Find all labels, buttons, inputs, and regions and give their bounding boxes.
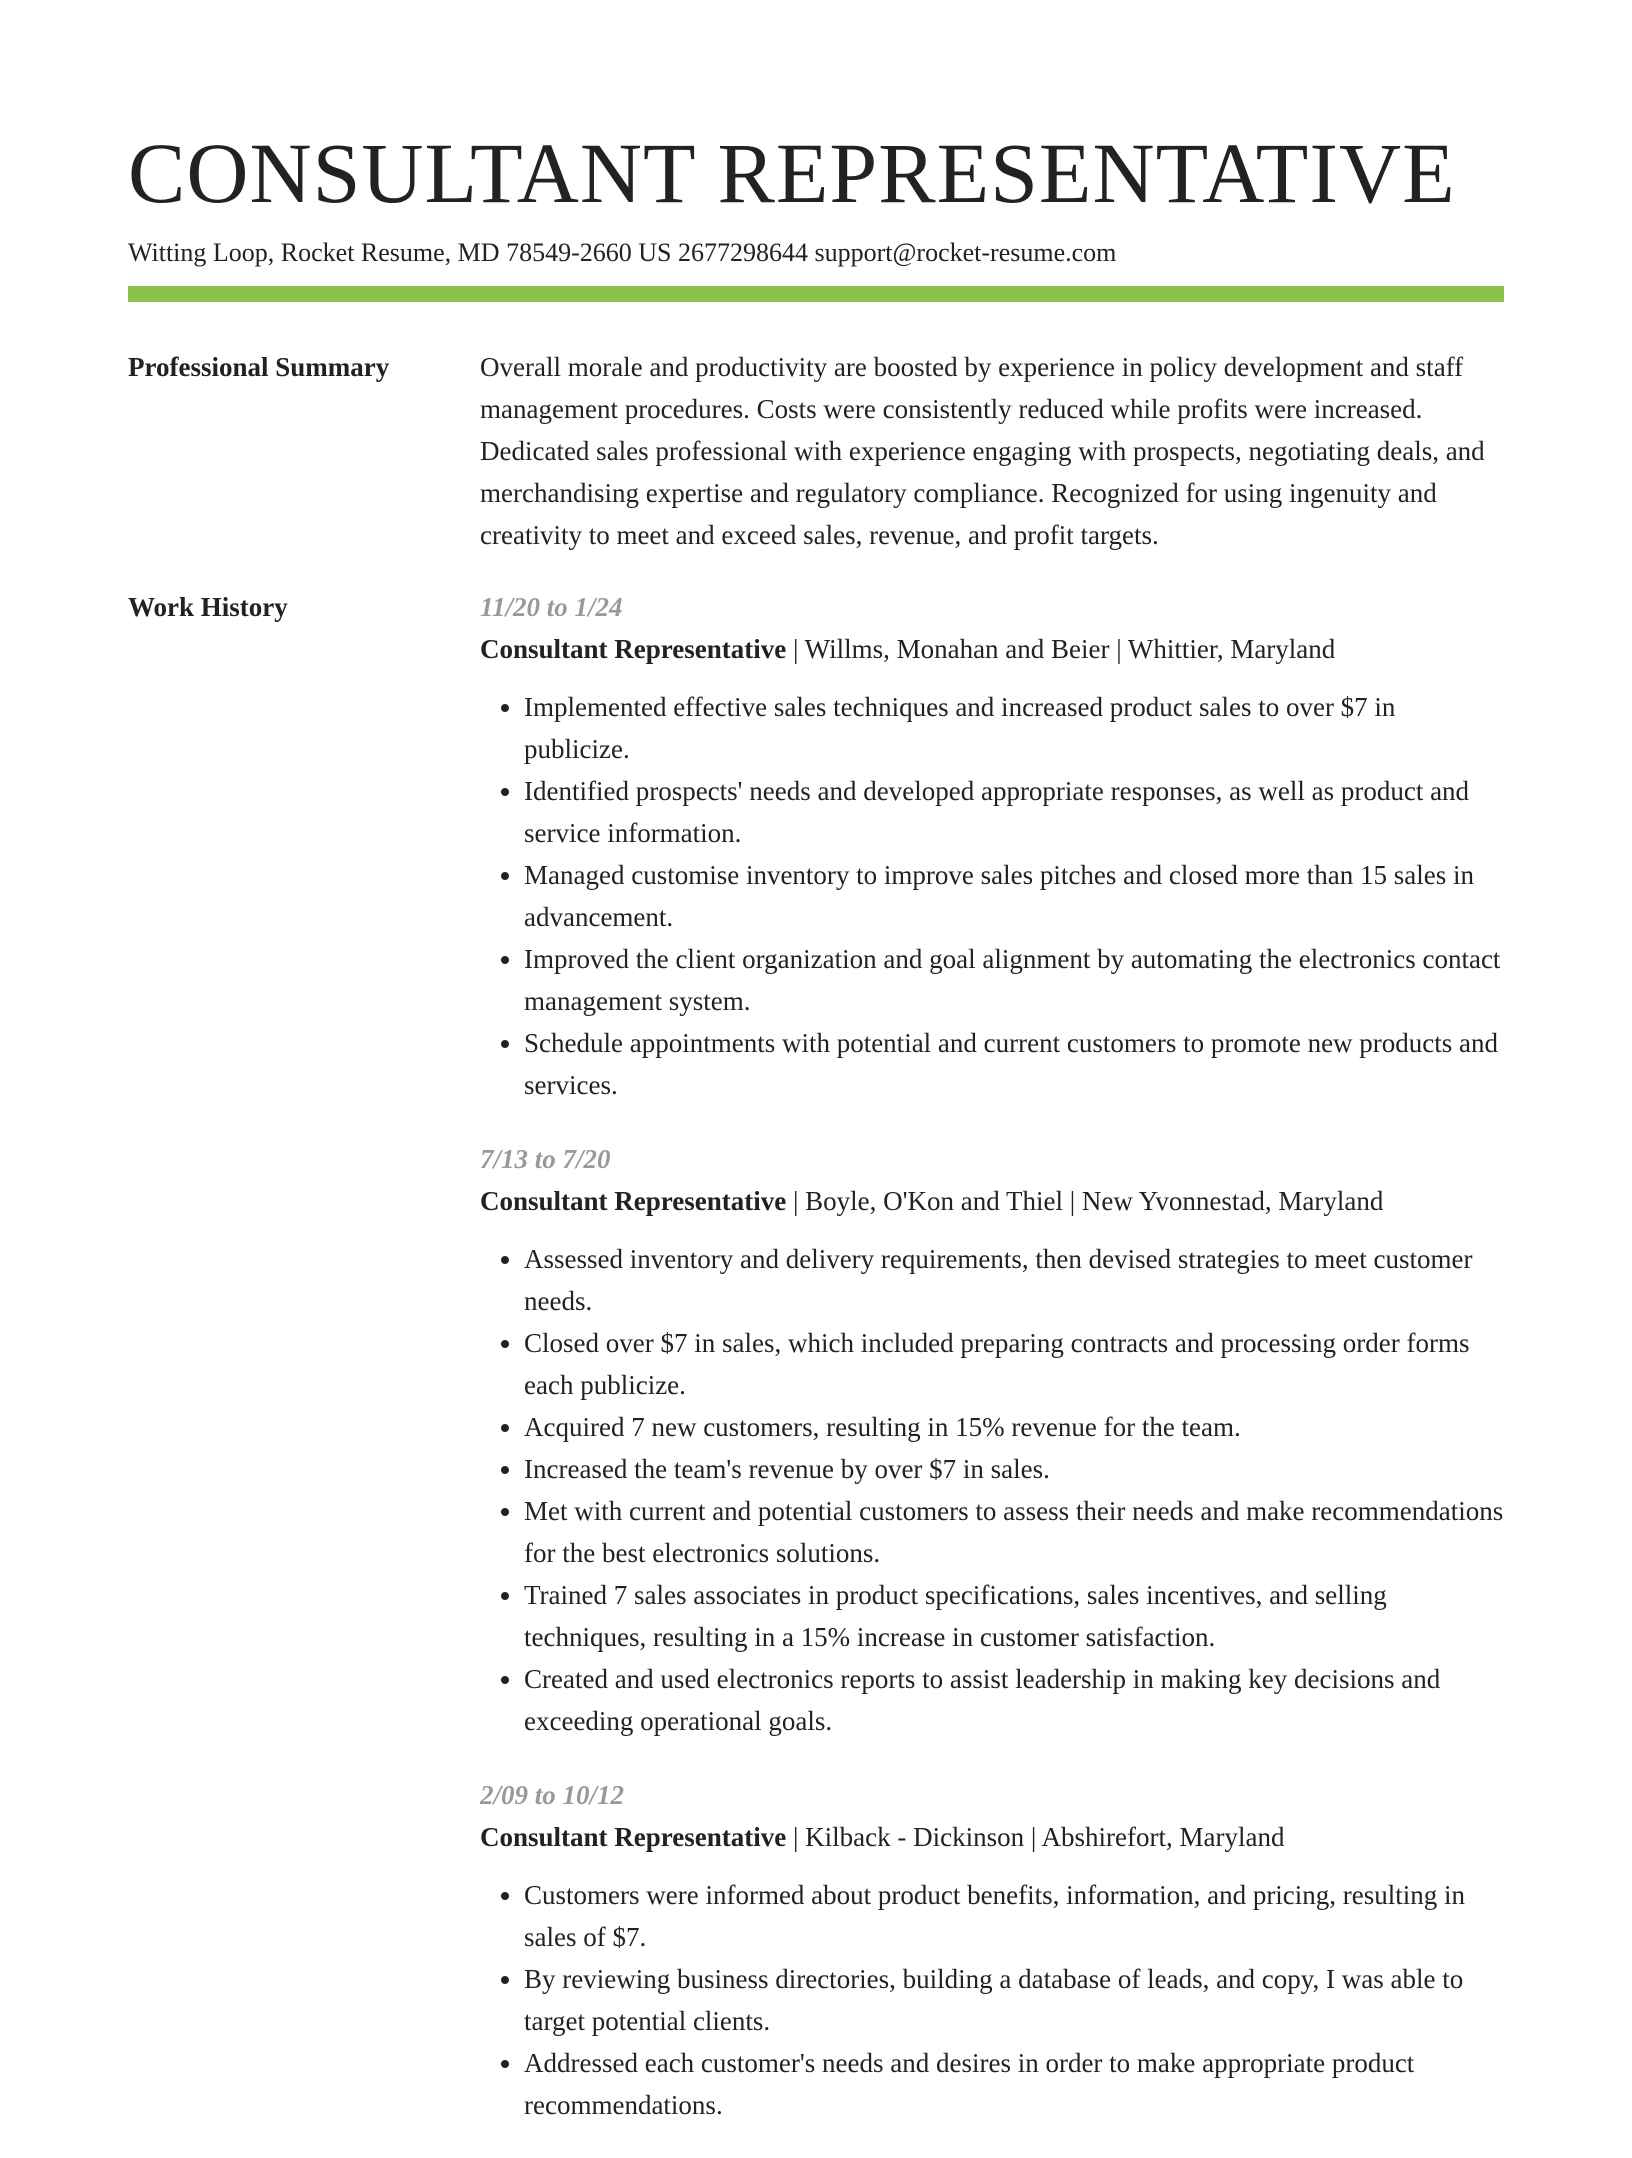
- job-bullet-list: [480, 686, 1504, 1106]
- job-bullet: • Customers were informed about product benefits, information, and pricing, resulting in sales of $7.: [524, 1874, 1504, 1958]
- job-entry: [480, 1138, 1504, 1742]
- job-bullet: • Closed over $7 in sales, which included preparing contracts and processing order forms each publicize.: [524, 1322, 1504, 1406]
- contact-info: Witting Loop, Rocket Resume, MD 78549-2660 US 2677298644 support@rocket-resume.com: [128, 238, 1117, 267]
- job-bullet: • Identified prospects' needs and developed appropriate responses, as well as product and service information.: [524, 770, 1504, 854]
- job-entry: [480, 1774, 1504, 2126]
- work-history-section: [128, 586, 1504, 2158]
- job-header: [480, 1816, 1504, 1858]
- summary-body: [480, 346, 1504, 556]
- job-bullet: • Implemented effective sales techniques and increased product sales to over $7 in publicize.: [524, 686, 1504, 770]
- job-dates: 2/09 to 10/12: [480, 1780, 625, 1810]
- job-title: Consultant Representative: [480, 634, 787, 664]
- job-bullet: • Acquired 7 new customers, resulting in 15% revenue for the team.: [524, 1406, 1504, 1448]
- summary-text: Overall morale and productivity are boosted by experience in policy development and staff management procedures. Costs were consistently reduced while profits were increased. Dedicated sales professional with experience engaging with prospects, negotiating deals, and merchandising expertise and regulatory compliance. Recognized for using ingenuity and creativity to meet and exceed sales, revenue, and profit targets.: [480, 352, 1485, 550]
- job-title: Consultant Representative: [480, 1822, 787, 1852]
- job-dates: 11/20 to 1/24: [480, 592, 623, 622]
- summary-section: [128, 346, 1504, 556]
- job-bullet: • Increased the team's revenue by over $7 in sales.: [524, 1448, 1504, 1490]
- job-bullet: • Assessed inventory and delivery requirements, then devised strategies to meet customer needs.: [524, 1238, 1504, 1322]
- job-bullet: • Improved the client organization and goal alignment by automating the electronics contact management system.: [524, 938, 1504, 1022]
- job-bullet: • By reviewing business directories, building a database of leads, and copy, I was able to target potential clients.: [524, 1958, 1504, 2042]
- job-bullet: • Managed customise inventory to improve sales pitches and closed more than 15 sales in advancement.: [524, 854, 1504, 938]
- summary-label: Professional Summary: [128, 352, 390, 382]
- job-dates: 7/13 to 7/20: [480, 1144, 611, 1174]
- job-details: | Kilback - Dickinson | Abshirefort, Maryland: [786, 1822, 1285, 1852]
- work-history-body: [480, 586, 1504, 2158]
- job-entry: [480, 586, 1504, 1106]
- job-bullet-list: [480, 1874, 1504, 2126]
- resume-header: [128, 118, 1504, 270]
- job-details: | Willms, Monahan and Beier | Whittier, Maryland: [786, 634, 1336, 664]
- job-details: | Boyle, O'Kon and Thiel | New Yvonnestad, Maryland: [786, 1186, 1384, 1216]
- job-bullet: • Created and used electronics reports to assist leadership in making key decisions and exceeding operational goals.: [524, 1658, 1504, 1742]
- header-divider: [128, 286, 1504, 302]
- work-history-label: Work History: [128, 592, 288, 622]
- job-bullet: • Trained 7 sales associates in product specifications, sales incentives, and selling techniques, resulting in a 15% increase in customer satisfaction.: [524, 1574, 1504, 1658]
- job-bullet: • Addressed each customer's needs and desires in order to make appropriate product recommendations.: [524, 2042, 1504, 2126]
- job-header: [480, 1180, 1504, 1222]
- job-bullet: • Met with current and potential customers to assess their needs and make recommendations for the best electronics solutions.: [524, 1490, 1504, 1574]
- resume-name: CONSULTANT REPRESENTATIVE: [128, 125, 1456, 221]
- job-bullet: • Schedule appointments with potential and current customers to promote new products and services.: [524, 1022, 1504, 1106]
- job-bullet-list: [480, 1238, 1504, 1742]
- job-header: [480, 628, 1504, 670]
- job-title: Consultant Representative: [480, 1186, 787, 1216]
